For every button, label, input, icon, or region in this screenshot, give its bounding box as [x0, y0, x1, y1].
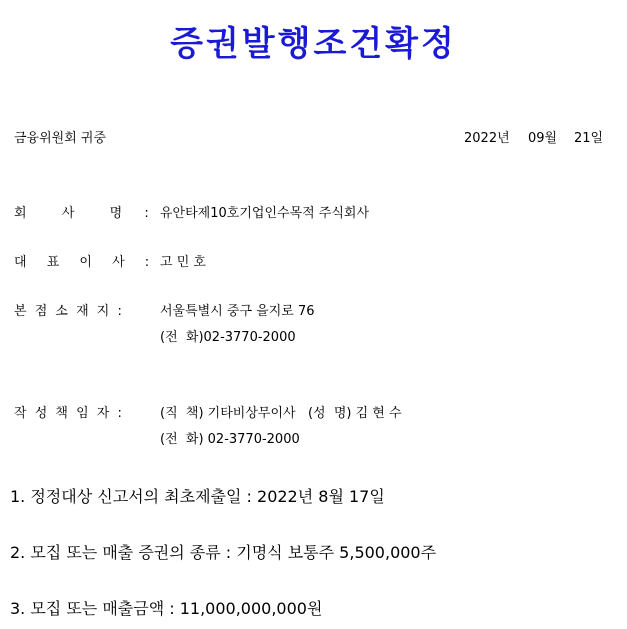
author-value: (직 책) 기타비상무이사 (성 명) 김 현 수: [160, 406, 402, 421]
company-label-text: 회 사 명 :: [14, 206, 158, 221]
company-value: 유안타제10호기업인수목적 주식회사: [160, 206, 370, 221]
filing-date: [464, 127, 603, 146]
address-tel: (전 화)02-3770-2000: [160, 330, 296, 345]
item-initial-filing-date: 1. 정정대상 신고서의 최초제출일 : 2022년 8월 17일: [10, 487, 385, 506]
ceo-label: 대 표 이 사 :: [14, 255, 158, 270]
recipient: 금융위원회 귀중: [14, 131, 107, 146]
date-year: 2022년: [464, 131, 510, 146]
company-label: [14, 202, 158, 221]
date-day: 21일: [574, 131, 604, 146]
document-title: 증권발행조건확정: [170, 24, 457, 64]
item-offering-amount: 3. 모집 또는 매출금액 : 11,000,000,000원: [10, 599, 323, 618]
address-label: 본 점 소 재 지 :: [14, 304, 124, 319]
date-month: 09월: [528, 131, 558, 146]
item-security-type: 2. 모집 또는 매출 증권의 종류 : 기명식 보통주 5,500,000주: [10, 543, 437, 562]
author-tel: (전 화) 02-3770-2000: [160, 432, 300, 447]
ceo-value: 고 민 호: [160, 255, 206, 270]
author-label: 작 성 책 임 자 :: [14, 406, 124, 421]
address-value: 서울특별시 중구 을지로 76: [160, 304, 315, 319]
